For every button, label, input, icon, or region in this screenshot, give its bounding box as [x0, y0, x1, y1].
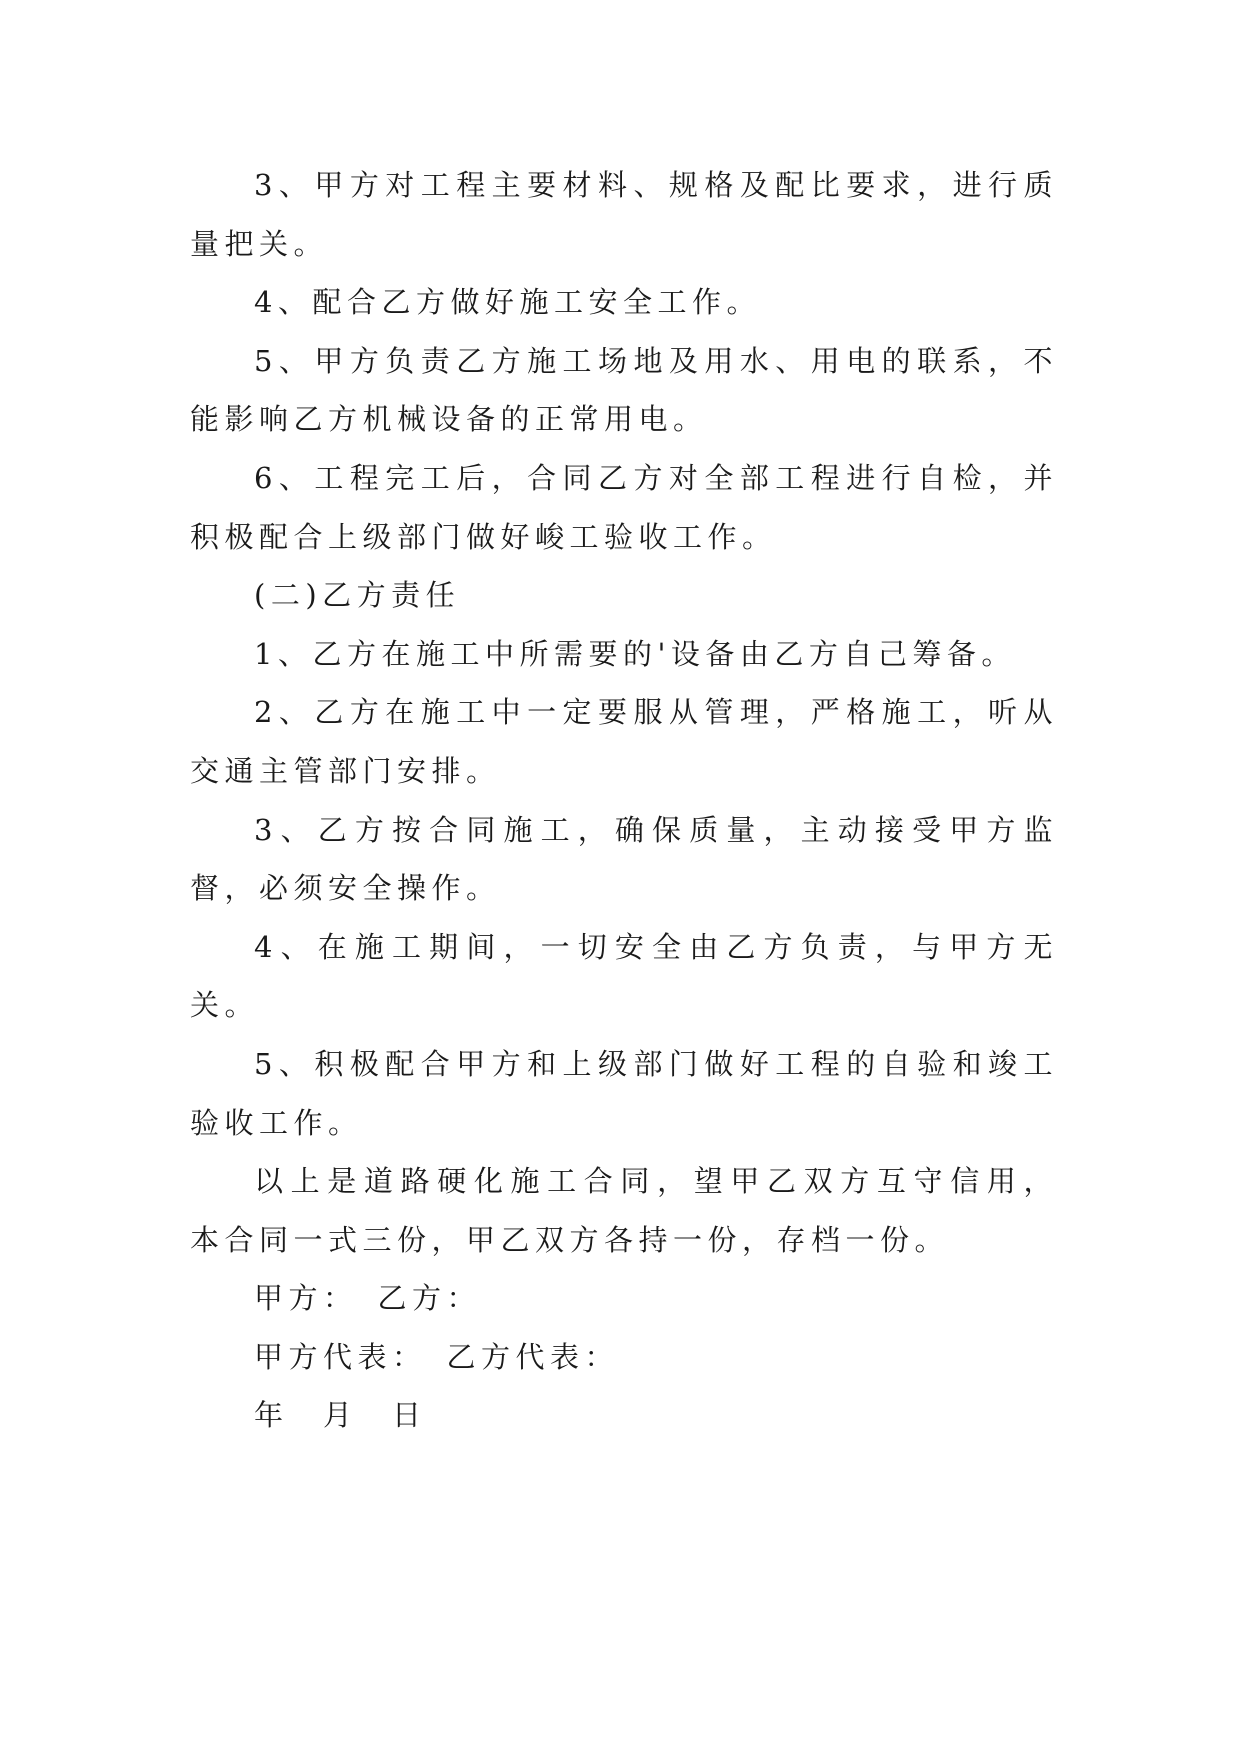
clause-party-b-5: 5、积极配合甲方和上级部门做好工程的自验和竣工验收工作。 [190, 1046, 1058, 1140]
clause-party-a-4: 4、配合乙方做好施工安全工作。 [254, 285, 761, 320]
signature-parties: 甲方： 乙方： [254, 1281, 482, 1316]
section-heading-party-b: (二)乙方责任 [254, 578, 461, 613]
signature-representatives: 甲方代表： 乙方代表： [254, 1339, 620, 1374]
clause-party-b-1: 1、乙方在施工中所需要的'设备由乙方自己筹备。 [254, 636, 1016, 671]
signature-date: 年 月 日 [254, 1398, 427, 1433]
clause-party-b-4: 4、在施工期间，一切安全由乙方负责，与甲方无关。 [190, 929, 1058, 1023]
clause-party-a-6: 6、工程完工后，合同乙方对全部工程进行自检，并积极配合上级部门做好峻工验收工作。 [190, 460, 1058, 554]
clause-party-a-3: 3、甲方对工程主要材料、规格及配比要求，进行质量把关。 [190, 168, 1058, 261]
document-body [190, 156, 1058, 1445]
clause-party-b-3: 3、乙方按合同施工，确保质量，主动接受甲方监督，必须安全操作。 [190, 812, 1058, 906]
closing-statement: 以上是道路硬化施工合同，望甲乙双方互守信用， 本合同一式三份，甲乙双方各持一份，存档一份。 [190, 1164, 1058, 1257]
clause-party-b-2: 2、乙方在施工中一定要服从管理，严格施工，听从交通主管部门安排。 [190, 695, 1058, 788]
clause-party-a-5: 5、甲方负责乙方施工场地及用水、用电的联系，不能影响乙方机械设备的正常用电。 [190, 343, 1058, 437]
